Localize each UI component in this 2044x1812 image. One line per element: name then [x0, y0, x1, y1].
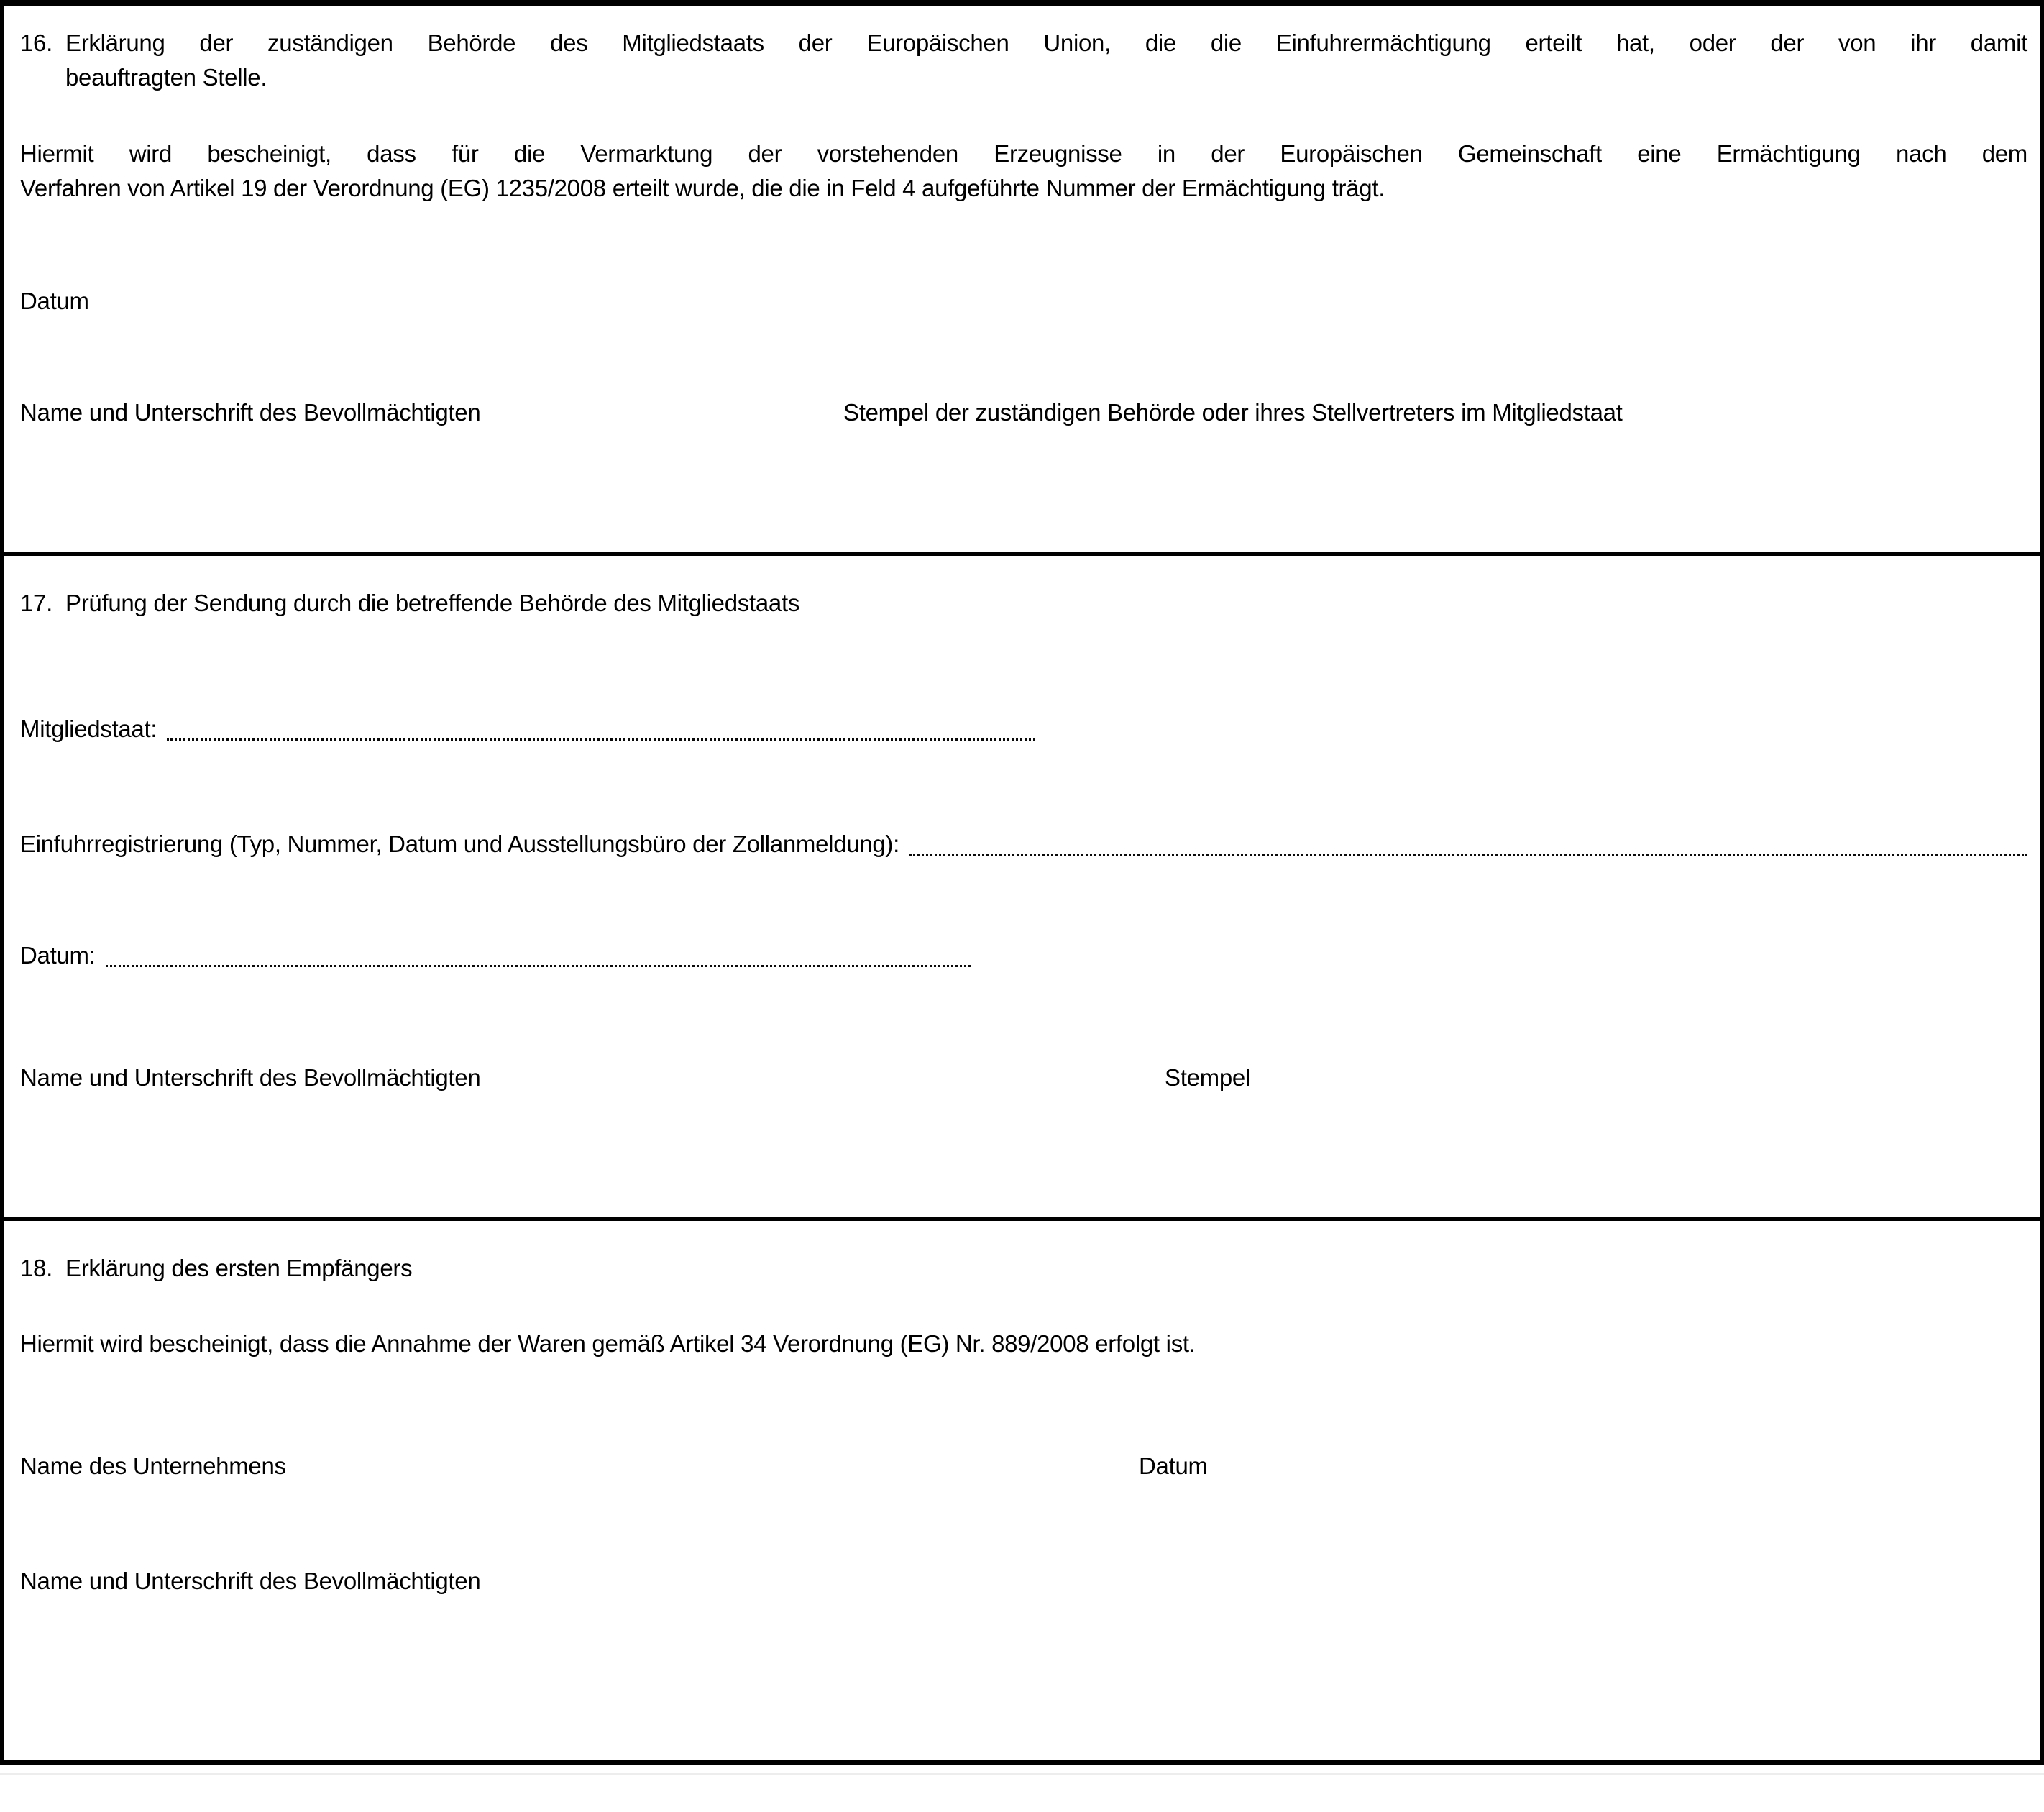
section-17-date-label: Datum: [20, 942, 96, 969]
section-18-heading [20, 1251, 2027, 1286]
import-registration-dotted-line [909, 827, 2027, 856]
member-state-field-row [20, 712, 1035, 746]
section-18-certification-paragraph: Hiermit wird bescheinigt, dass die Annahme der Waren gemäß Artikel 34 Verordnung (EG) Nr. 889/2008 erfolgt ist. [20, 1330, 1196, 1357]
section-18-company-date-row [20, 1449, 2027, 1483]
import-registration-label: Einfuhrregistrierung (Typ, Nummer, Datum und Ausstellungsbüro der Zollanmeldung): [20, 830, 899, 857]
section-16-date-label: Datum [20, 288, 89, 314]
section-16-signature-row [20, 395, 2027, 430]
section-18-first-consignee-declaration [4, 1217, 2040, 1752]
section-16-body-line1: Hiermit wird bescheinigt, dass für die Vermarktung der vorstehenden Erzeugnisse in der Europäischen Gemeinschaft eine Ermächtigung nach dem [20, 140, 2027, 167]
date-field-row [20, 938, 971, 973]
section-17-stamp-label: Stempel [1165, 1064, 1250, 1091]
company-name-label: Name des Unternehmens [20, 1452, 286, 1479]
section-16-declaration-authority [4, 6, 2040, 552]
section-17-consignment-check [4, 552, 2040, 1217]
section-16-certification-paragraph [20, 137, 2027, 206]
section-16-number: 16. [20, 29, 52, 56]
member-state-dotted-line [167, 712, 1035, 741]
date-dotted-line [106, 938, 971, 967]
section-18-title: Erklärung des ersten Empfängers [65, 1255, 413, 1281]
section-16-title-line1: Erklärung der zuständigen Behörde des Mitgliedstaats der Europäischen Union, die die Einfuhrermächtigung erteilt hat, oder der von ihr damit [65, 29, 2027, 56]
scan-artifact-line [0, 1773, 2044, 1775]
section-16-heading [20, 26, 2027, 95]
section-18-number: 18. [20, 1255, 52, 1281]
section-17-signature-label: Name und Unterschrift des Bevollmächtigten [20, 1064, 481, 1091]
section-16-body-line2: Verfahren von Artikel 19 der Verordnung (EG) 1235/2008 erteilt wurde, die die in Feld 4 aufgeführte Nummer der Ermächtigung trägt. [20, 175, 1385, 201]
section-16-stamp-label: Stempel der zuständigen Behörde oder ihres Stellvertreters im Mitgliedstaat [843, 399, 1623, 426]
section-17-number: 17. [20, 590, 52, 616]
section-16-signature-label: Name und Unterschrift des Bevollmächtigten [20, 399, 481, 426]
member-state-label: Mitgliedstaat: [20, 715, 157, 742]
section-17-title: Prüfung der Sendung durch die betreffende Behörde des Mitgliedstaats [65, 590, 800, 616]
section-18-date-label: Datum [1139, 1452, 1208, 1479]
section-16-title [65, 26, 2027, 95]
section-17-signature-row [20, 1061, 2027, 1095]
import-registration-field-row [20, 827, 2027, 861]
section-18-signature-label: Name und Unterschrift des Bevollmächtigten [20, 1568, 481, 1594]
section-17-heading [20, 586, 2027, 621]
section-16-title-line2: beauftragten Stelle. [65, 64, 267, 91]
